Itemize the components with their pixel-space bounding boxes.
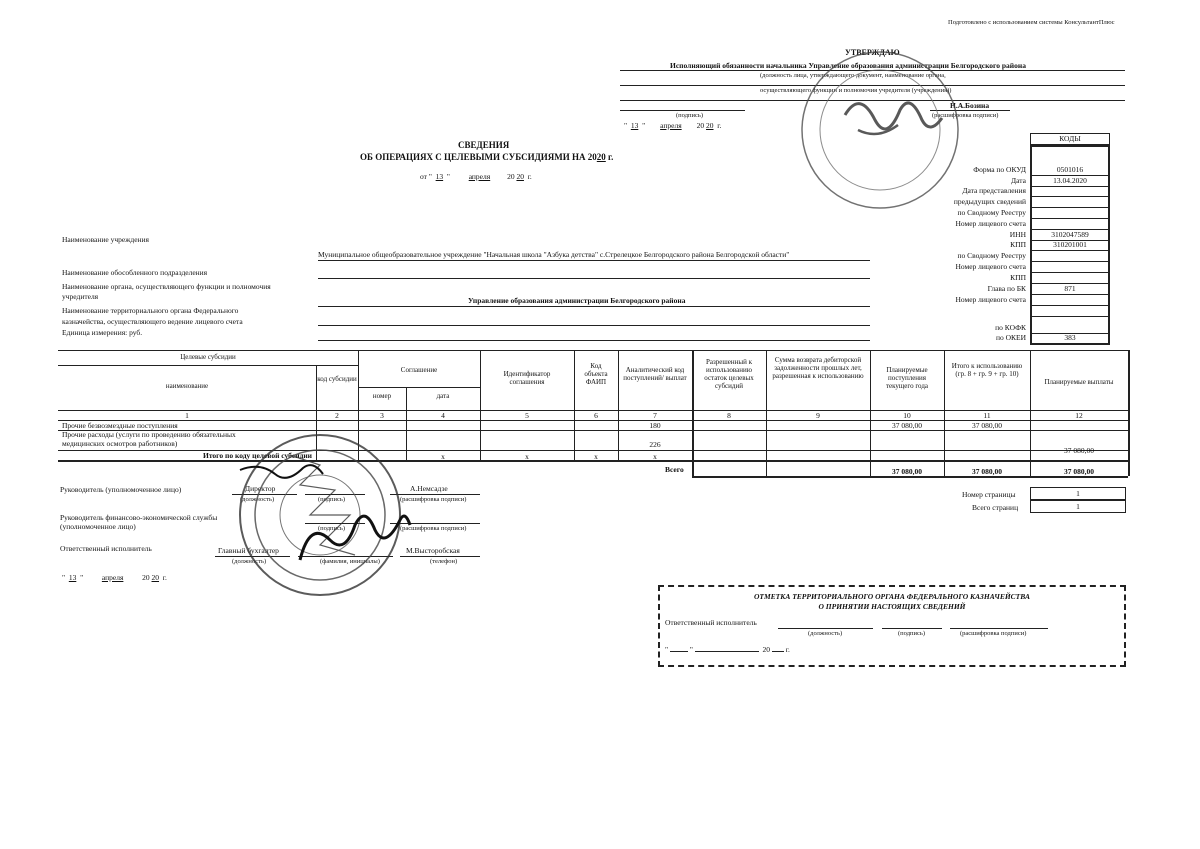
fin-label-2: (уполномоченное лицо) — [60, 522, 136, 531]
codes-row-label: Номер лицевого счета — [955, 219, 1026, 228]
hdr-allowed: Разрешенный к использованию остаток целевых субсидий — [704, 358, 754, 390]
organ-label: Наименование органа, осуществляющего функции и полномочия — [62, 282, 271, 291]
treasury-name-caption: (расшифровка подписи) — [960, 630, 1027, 637]
row-1-code: 180 — [649, 421, 661, 430]
codes-row-value: 0501016 — [1056, 165, 1084, 174]
column-number: 11 — [983, 411, 991, 420]
hdr-analytic: Аналитический код поступлений/ выплат — [623, 366, 687, 382]
hdr-total: Итого к использованию (гр. 8 + гр. 9 + гр. 10) — [951, 362, 1023, 378]
head-position-caption: (должность) — [240, 496, 275, 503]
codes-row-label: по Сводному Реестру — [957, 251, 1026, 260]
hdr-planned-out: Планируемые выплаты — [1044, 378, 1114, 386]
row-2-code: 226 — [649, 440, 661, 449]
column-number: 12 — [1075, 411, 1083, 420]
approve-name-caption: (расшифровка подписи) — [932, 112, 999, 119]
title-line2: ОБ ОПЕРАЦИЯХ С ЦЕЛЕВЫМИ СУБСИДИЯМИ НА 2020 г. — [360, 152, 614, 162]
approve-name: Н.А.Бозина — [950, 101, 990, 110]
organ-label-2: учредителя — [62, 292, 99, 301]
sign-date: " 13 " апреля 20 20 г. — [62, 573, 167, 582]
exec-position: Главный бухгалтер — [218, 546, 279, 555]
row-1-total: 37 080,00 — [972, 421, 1002, 430]
institution-stamp — [240, 435, 400, 595]
hdr-date: дата — [436, 392, 450, 400]
fin-sign-caption: (подпись) — [318, 525, 345, 532]
hdr-code: код субсидии — [317, 375, 357, 383]
head-name: А.Немсадзе — [410, 484, 448, 493]
row-3-x-faip: x — [594, 452, 598, 461]
row-3-x-date: x — [441, 452, 445, 461]
head-sign-caption: (подпись) — [318, 496, 345, 503]
treasury-title: ОТМЕТКА ТЕРРИТОРИАЛЬНОГО ОРГАНА ФЕДЕРАЛЬНОГО КАЗНАЧЕЙСТВА — [754, 592, 1030, 601]
column-number: 4 — [441, 411, 445, 420]
treasury-sign-caption: (подпись) — [898, 630, 925, 637]
codes-header: КОДЫ — [1059, 134, 1081, 143]
codes-row-label: Глава по БК — [987, 284, 1026, 293]
hdr-target-subsidies: Целевые субсидии — [180, 353, 236, 361]
total-out: 37 080,00 — [1064, 467, 1094, 476]
hdr-name: наименование — [165, 382, 209, 390]
exec-label: Ответственный исполнитель — [60, 544, 152, 553]
pages-total: 1 — [1076, 502, 1080, 511]
head-label: Руководитель (уполномоченное лицо) — [60, 485, 182, 494]
column-number: 5 — [525, 411, 529, 420]
hdr-faip: Код объекта ФАИП — [584, 362, 608, 386]
codes-row-value: 871 — [1064, 284, 1076, 293]
codes-row-label: КПП — [1010, 273, 1026, 282]
column-number: 7 — [653, 411, 657, 420]
institution-label: Наименование учреждения — [62, 235, 150, 244]
approve-founder-caption: осуществляющего функции и полномочия учредителя (учреждения)) — [760, 87, 952, 94]
approve-date: " 13 " апреля 20 20 г. — [624, 121, 722, 130]
codes-row-label: Форма по ОКУД — [973, 165, 1026, 174]
treasury-title-2: О ПРИНЯТИИ НАСТОЯЩИХ СВЕДЕНИЙ — [818, 602, 966, 611]
exec-name: М.Высторобская — [406, 546, 460, 555]
codes-row-label: по Сводному Реестру — [957, 208, 1026, 217]
row-2-name: Прочие расходы (услуги по проведению обязательных — [62, 430, 236, 439]
treasury-exec-label: Ответственный исполнитель — [665, 618, 757, 627]
codes-row-value: 13.04.2020 — [1053, 176, 1087, 185]
page-number: 1 — [1076, 489, 1080, 498]
organ-value: Управление образования администрации Белгородского района — [468, 296, 686, 305]
column-number: 3 — [380, 411, 384, 420]
codes-row-label: предыдущих сведений — [953, 197, 1026, 206]
hdr-agreement: Соглашение — [400, 366, 438, 374]
column-number: 10 — [903, 411, 911, 420]
row-1-planned: 37 080,00 — [892, 421, 922, 430]
approve-title: УТВЕРЖДАЮ — [845, 48, 900, 57]
unit-label: Единица измерения: руб. — [62, 328, 143, 337]
row-3-x-analytic: x — [653, 452, 657, 461]
codes-row-value: 310201001 — [1053, 240, 1087, 249]
treasury-date: " " 20 г. — [665, 645, 790, 654]
row-2-name-2: медицинских осмотров работников) — [62, 439, 178, 448]
page-number-label: Номер страницы — [962, 490, 1016, 499]
treasury-position-caption: (должность) — [808, 630, 843, 637]
total-label: Всего — [665, 465, 684, 474]
total-total: 37 080,00 — [972, 467, 1002, 476]
codes-row-label: ИНН — [1009, 230, 1026, 239]
accountant-signature — [300, 516, 410, 560]
approve-position: Исполняющий обязанности начальника Управление образования администрации Белгородского района — [670, 61, 1026, 70]
exec-fio-caption: (фамилия, инициалы) — [320, 558, 380, 565]
column-number: 6 — [594, 411, 598, 420]
codes-row-label: по КОФК — [995, 323, 1026, 332]
column-number: 2 — [335, 411, 339, 420]
fin-name-caption: (расшифровка подписи) — [400, 525, 467, 532]
subdivision-label: Наименование обособленного подразделения — [62, 268, 208, 277]
row-3-x-ident: x — [525, 452, 529, 461]
row-2-out: 37 080,00 — [1064, 446, 1094, 455]
codes-row-label: Дата — [1011, 176, 1026, 185]
codes-row-label: Номер лицевого счета — [955, 295, 1026, 304]
hdr-ident: Идентификатор соглашения — [503, 370, 551, 386]
treasury-label: Наименование территориального органа Федерального — [62, 306, 239, 315]
head-position: Директор — [245, 484, 276, 493]
approve-position-caption: (должность лица, утверждающего документ, наименование органа, — [760, 72, 946, 79]
column-number: 8 — [727, 411, 731, 420]
title-line1: СВЕДЕНИЯ — [458, 140, 510, 150]
top-note: Подготовлено с использованием системы КонсультантПлюс — [948, 19, 1115, 26]
column-number: 1 — [185, 411, 189, 420]
codes-row-value: 383 — [1064, 333, 1076, 342]
institution-value: Муниципальное общеобразовательное учреждение "Начальная школа "Азбука детства" с.Стрелецкое Белгородского района Белгородской области" — [318, 250, 790, 259]
codes-row-label: по ОКЕИ — [995, 333, 1026, 342]
fin-label: Руководитель финансово-экономической службы — [60, 513, 218, 522]
exec-phone-caption: (телефон) — [430, 558, 458, 565]
codes-row-value: 3102047589 — [1051, 230, 1089, 239]
title-date: от " 13 " апреля 20 20 г. — [420, 172, 532, 181]
row-1-name: Прочие безвозмездные поступления — [62, 421, 178, 430]
approval-stamp — [802, 52, 958, 208]
codes-row-label: Номер лицевого счета — [955, 262, 1026, 271]
hdr-number: номер — [372, 392, 392, 400]
hdr-debt: Сумма возврата дебиторской задолженности прошлых лет, разрешенная к использованию — [772, 356, 864, 380]
total-planned: 37 080,00 — [892, 467, 922, 476]
head-name-caption: (расшифровка подписи) — [400, 496, 467, 503]
column-number: 9 — [816, 411, 820, 420]
pages-total-label: Всего страниц — [972, 503, 1019, 512]
codes-row-label: Дата представления — [962, 186, 1026, 195]
exec-position-caption: (должность) — [232, 558, 267, 565]
treasury-label-2: казначейства, осуществляющего ведение лицевого счета — [62, 317, 243, 326]
approve-sign-caption: (подпись) — [676, 112, 703, 119]
hdr-planned-in: Планируемые поступления текущего года — [885, 366, 929, 390]
codes-row-label: КПП — [1010, 240, 1026, 249]
row-3-name: Итого по коду целевой субсидии — [203, 451, 312, 460]
